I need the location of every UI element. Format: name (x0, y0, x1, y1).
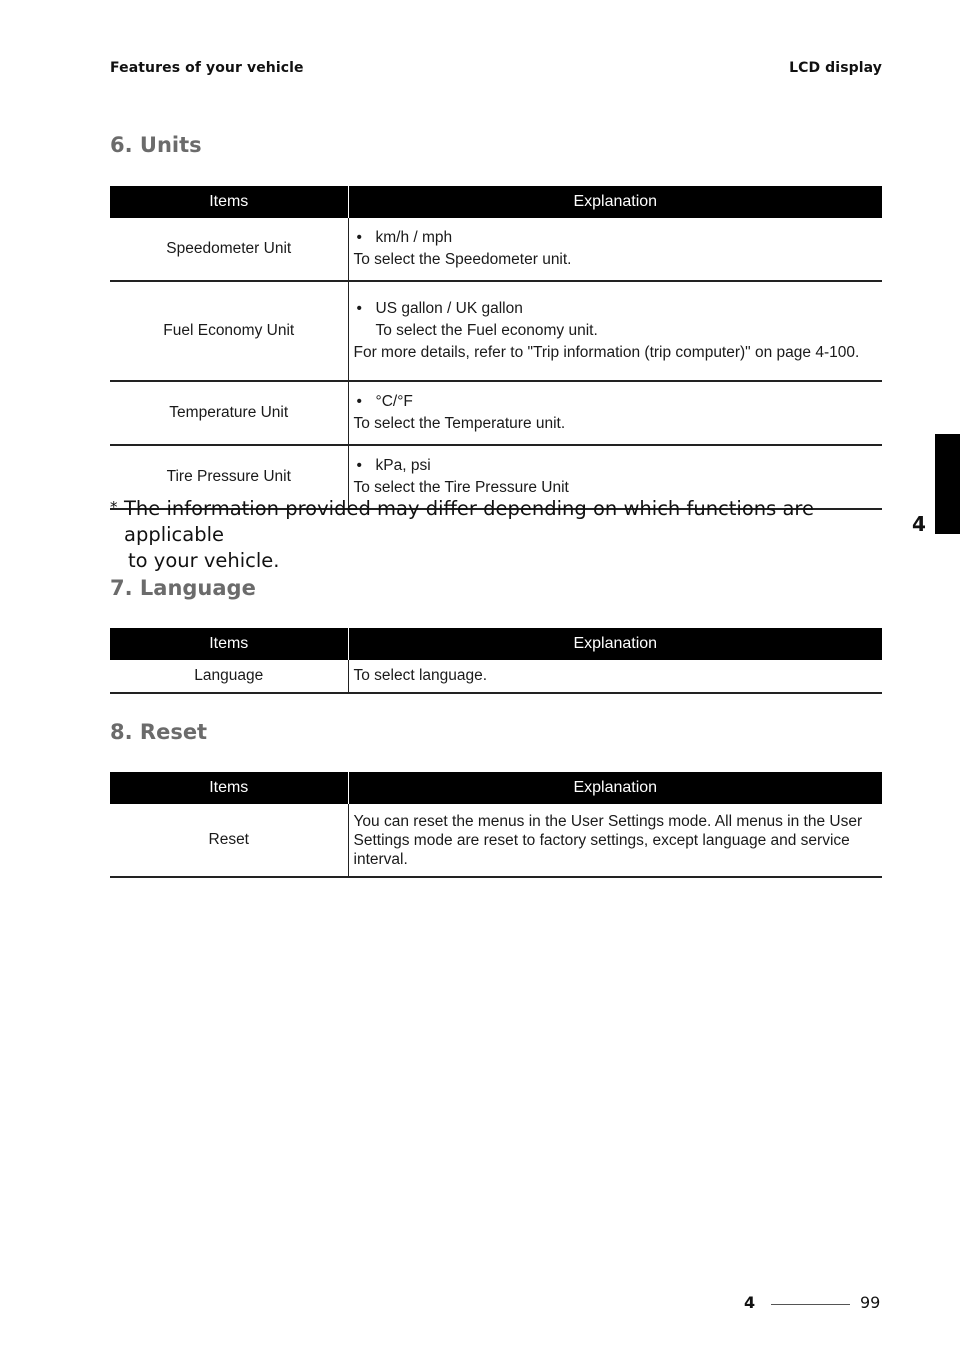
reset-table-header (110, 772, 882, 804)
explanation-text: To select the Tire Pressure Unit (353, 479, 569, 496)
language-table (110, 628, 882, 694)
chapter-tab-number: 4 (912, 512, 926, 536)
row-explanation (348, 218, 882, 281)
row-item: Tire Pressure Unit (110, 445, 348, 509)
language-section-title: 7. Language (110, 576, 256, 600)
bullet-text: km/h / mph (375, 229, 453, 246)
column-header-items: Items (110, 628, 348, 660)
table-row (110, 218, 882, 281)
applicability-note (110, 496, 890, 574)
table-row (110, 381, 882, 445)
bullet-line (354, 392, 873, 412)
row-item: Language (110, 660, 348, 693)
note-asterisk: * (110, 498, 118, 516)
bullet-text: kPa, psi (375, 457, 431, 474)
table-row (110, 281, 882, 381)
language-table-header (110, 628, 882, 660)
running-header-topic: LCD display (789, 60, 882, 76)
row-explanation (348, 281, 882, 381)
table-row (110, 804, 882, 877)
bullet-icon: • (356, 393, 362, 410)
bullet-icon: • (356, 229, 362, 246)
units-section-title: 6. Units (110, 133, 202, 157)
table-row (110, 660, 882, 693)
bullet-text: °C/°F (375, 393, 413, 410)
row-item: Speedometer Unit (110, 218, 348, 281)
row-item: Temperature Unit (110, 381, 348, 445)
row-item: Fuel Economy Unit (110, 281, 348, 381)
row-explanation: To select language. (348, 660, 882, 693)
row-explanation: You can reset the menus in the User Settings mode. All menus in the User Settings mode are reset to factory settings, except language and service interval. (348, 804, 882, 877)
column-header-explanation: Explanation (348, 628, 882, 660)
bullet-line (354, 456, 873, 476)
bullet-text: US gallon / UK gallon (375, 300, 523, 317)
row-explanation (348, 381, 882, 445)
bullet-line (354, 299, 873, 319)
footer-chapter-number: 4 (744, 1293, 756, 1312)
note-line-1: The information provided may differ depending on which functions are applicable (124, 497, 815, 546)
footer-page-number: 99 (860, 1293, 881, 1312)
reset-section-title: 8. Reset (110, 720, 208, 744)
column-header-items: Items (110, 772, 348, 804)
units-table (110, 186, 882, 510)
reset-table (110, 772, 882, 878)
bullet-line (354, 228, 873, 248)
row-item: Reset (110, 804, 348, 877)
column-header-explanation: Explanation (348, 186, 882, 218)
explanation-text: For more details, refer to "Trip information (trip computer)" on page 4-100. (353, 344, 860, 361)
explanation-text: To select the Speedometer unit. (353, 251, 572, 268)
running-header-section: Features of your vehicle (110, 60, 304, 76)
bullet-icon: • (356, 457, 362, 474)
footer-divider (771, 1304, 850, 1305)
column-header-explanation: Explanation (348, 772, 882, 804)
bullet-subtext: To select the Fuel economy unit. (375, 322, 598, 339)
bullet-icon: • (356, 300, 362, 317)
chapter-tab-marker (935, 434, 960, 534)
units-table-header (110, 186, 882, 218)
note-line-2: to your vehicle. (128, 549, 280, 572)
column-header-items: Items (110, 186, 348, 218)
explanation-text: To select the Temperature unit. (353, 415, 566, 432)
